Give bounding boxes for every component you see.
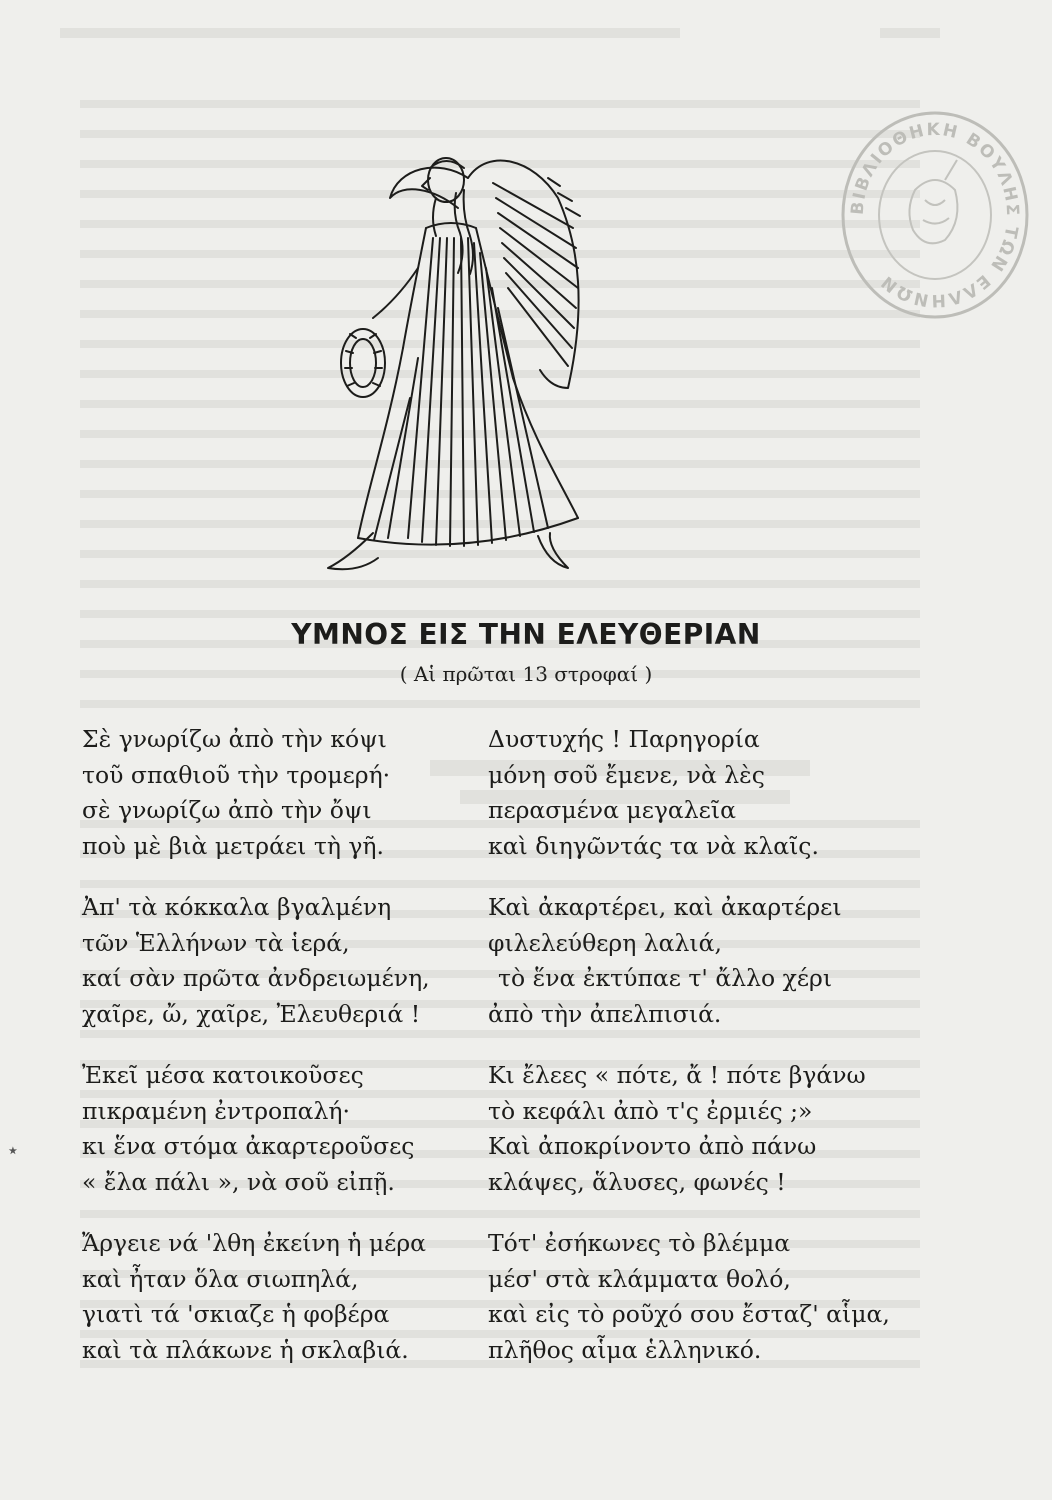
verse-line: ποὺ μὲ βιὰ μετράει τὴ γῆ. xyxy=(82,831,384,860)
stanza xyxy=(82,890,430,1058)
stanza xyxy=(82,1058,430,1226)
verse-line: φιλελεύθερη λαλιά, xyxy=(488,928,722,957)
verse-line: Ἐκεῖ μέσα κατοικοῦσες xyxy=(82,1061,364,1089)
library-stamp xyxy=(835,100,1035,330)
verse-line: Τότ' ἐσήκωνες τὸ βλέμμα xyxy=(488,1229,791,1257)
margin-smudge: ٭ xyxy=(8,1140,18,1161)
verse-line: ἀπὸ τὴν ἀπελπισιά. xyxy=(488,999,722,1028)
verse-line: σὲ γνωρίζω ἀπὸ τὴν ὄψι xyxy=(82,796,372,824)
poem-subtitle: ( Αἱ πρῶται 13 στροφαί ) xyxy=(399,662,653,686)
verse-line: καὶ ἦταν ὅλα σιωπηλά, xyxy=(82,1264,359,1293)
verse-line: καί σὰν πρῶτα ἀνδρειωμένη, xyxy=(82,964,430,992)
verse-line: Κι ἔλεες « πότε, ἄ ! πότε βγάνω xyxy=(488,1061,866,1089)
verse-line: μέσ' στὰ κλάμματα θολό, xyxy=(488,1264,791,1293)
verse-line: Καὶ ἀποκρίνοντο ἀπὸ πάνω xyxy=(488,1132,817,1160)
stamp-text: ΒΙΒΛΙΟΘΗΚΗ ΒΟΥΛΗΣ ΤΩΝ ΕΛΛΗΝΩΝ xyxy=(847,119,1023,311)
verse-line: καὶ διηγῶντάς τα νὰ κλαῖς. xyxy=(488,831,819,860)
winged-victory-illustration xyxy=(318,138,618,578)
verse-line: γιατὶ τά 'σκιαζε ἡ φοβέρα xyxy=(82,1300,390,1328)
verse-line: χαῖρε, ὤ, χαῖρε, Ἐλευθεριά ! xyxy=(82,999,421,1028)
poem-column-right xyxy=(488,722,890,1394)
verse-line: Καὶ ἀκαρτέρει, καὶ ἀκαρτέρει xyxy=(488,893,842,921)
verse-line: καὶ τὰ πλάκωνε ἡ σκλαβιά. xyxy=(82,1335,409,1364)
verse-line: μόνη σοῦ ἔμενε, νὰ λὲς xyxy=(488,760,765,789)
stanza xyxy=(82,1226,430,1394)
stanza xyxy=(82,722,430,890)
verse-line: τῶν Ἑλλήνων τὰ ἱερά, xyxy=(82,928,350,957)
stanza xyxy=(488,722,890,890)
verse-line: πικραμένη ἐντροπαλή· xyxy=(82,1096,350,1125)
poem-title: ΥΜΝΟΣ ΕΙΣ ΤΗΝ ΕΛΕΥΘΕΡΙΑΝ xyxy=(291,618,761,651)
verse-line: περασμένα μεγαλεῖα xyxy=(488,796,736,824)
verse-line: Ἄργειε νά 'λθη ἐκείνη ἡ μέρα xyxy=(82,1229,427,1257)
stanza xyxy=(488,1226,890,1394)
verse-line: τοῦ σπαθιοῦ τὴν τρομερή· xyxy=(82,760,391,789)
verse-line: κλάψες, ἅλυσες, φωνές ! xyxy=(488,1167,786,1196)
verse-line: πλῆθος αἷμα ἑλληνικό. xyxy=(488,1335,762,1364)
verse-line: τὸ κεφάλι ἀπὸ τ'ς ἐρμιές ;» xyxy=(488,1096,813,1125)
stanza xyxy=(488,890,890,1058)
verse-line: « ἔλα πάλι », νὰ σοῦ εἰπῇ. xyxy=(82,1167,395,1196)
svg-text:ΒΙΒΛΙΟΘΗΚΗ ΒΟΥΛΗΣ ΤΩΝ ΕΛΛΗΝΩΝ xyxy=(848,120,1022,310)
poem-column-left xyxy=(82,722,430,1394)
verse-line: καὶ εἰς τὸ ροῦχό σου ἔσταζ' αἷμα, xyxy=(488,1300,890,1328)
verse-line: Ἀπ' τὰ κόκκαλα βγαλμένη xyxy=(82,893,392,921)
verse-line: Σὲ γνωρίζω ἀπὸ τὴν κόψι xyxy=(82,725,387,753)
stanza xyxy=(488,1058,890,1226)
verse-line: Δυστυχής ! Παρηγορία xyxy=(488,725,760,753)
verse-line: τὸ ἕνα ἐκτύπαε τ' ἄλλο χέρι xyxy=(498,964,833,992)
verse-line: κι ἕνα στόμα ἀκαρτεροῦσες xyxy=(82,1132,415,1160)
